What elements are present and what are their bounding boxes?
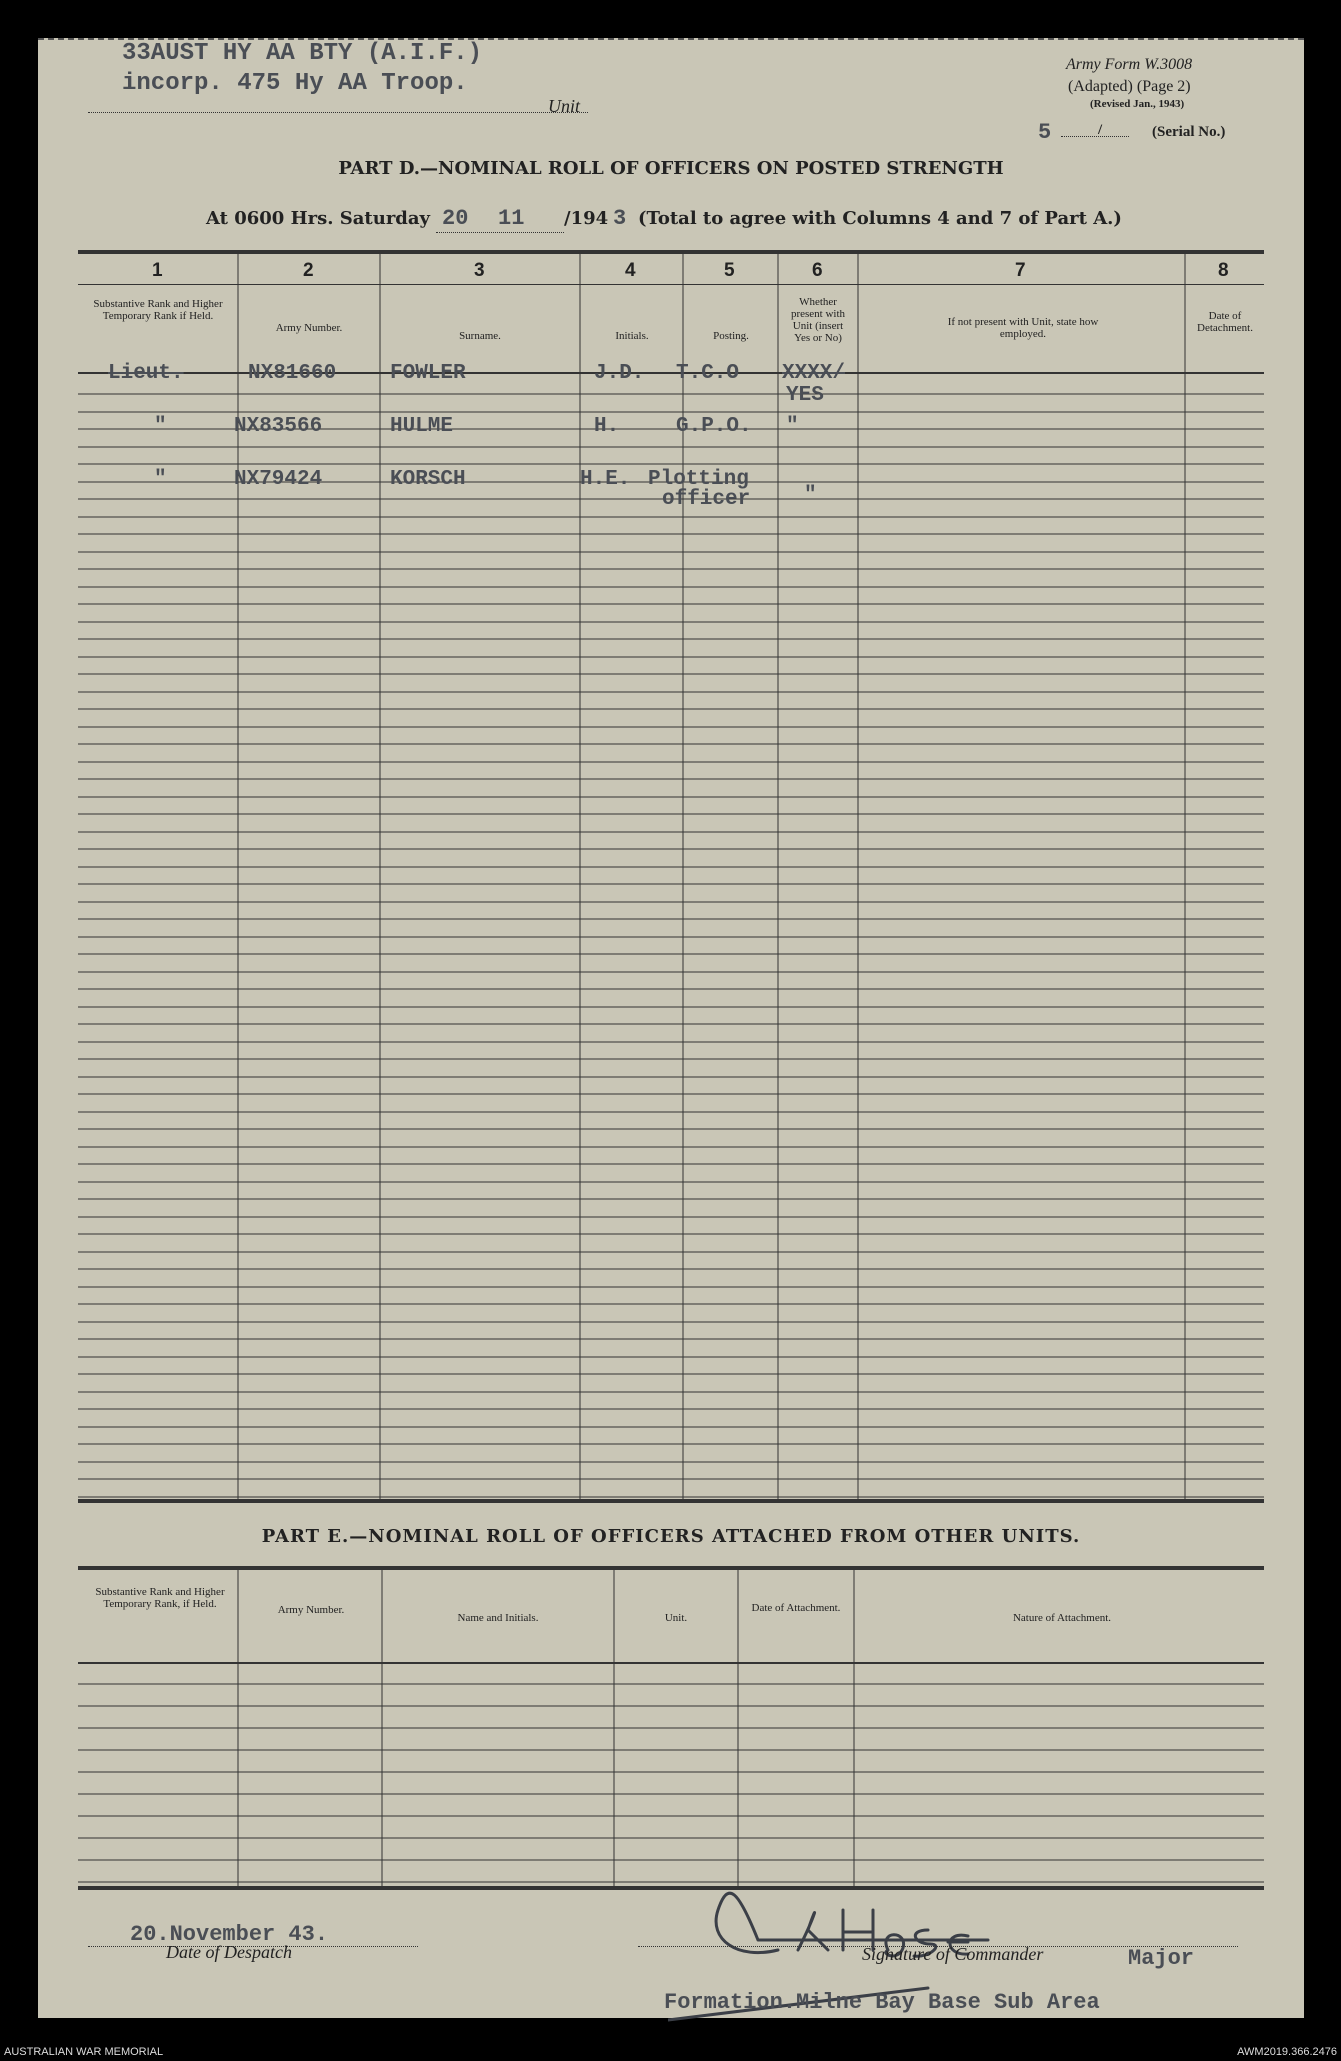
- e-col-header-name: Name and Initials.: [457, 1612, 539, 1624]
- e-col-header-rank: Substantive Rank and Higher Temporary Rank, if Held.: [95, 1586, 225, 1610]
- col-header-initials: Initials.: [615, 330, 649, 342]
- form-name: Army Form W.3008: [1066, 56, 1193, 73]
- row-1-surname: FOWLER: [390, 362, 466, 385]
- unit-label: Unit: [548, 96, 581, 116]
- signature-label: Signature of Commander: [862, 1944, 1044, 1964]
- date-year-digit: 3: [613, 206, 627, 231]
- form-revised: (Revised Jan., 1943): [1090, 98, 1185, 110]
- col-header-posting: Posting.: [713, 330, 749, 342]
- form-page: 33AUST HY AA BTY (A.I.F.) incorp. 475 Hy AA Troop. Unit Army Form W.3008 (Adapted) (Page 2) (Revised Jan., 1943) 5 / (Serial No.) PART D.—NOMINAL ROLL OF OFFICERS ON POSTED STRENGTH At 0600 Hrs. Saturday 20 11 /194 3 (Total to agree with Columns 4 and 7 of Part A.) 1 2 3 4 5 6 7 8 Substantive Rank and Higher Temporary Rank if Held. Army Number. Surname. Initials. Posting. Whether present with Unit (insert Yes or No) If not present with Unit, state how employed. Date of Detachment. Lieut. NX81660 FOWLER J.D. T.C.O XXXX/ YES " NX83566 HULME H. G.P.O. " " NX79424 KORSCH H.E. Plotting officer " PART E.—NOMINAL ROLL OF OFFICERS ATTACHED FROM OTHER UNITS. Substantive Rank and Higher Temporary Rank, if Held. Army Number. Name and Initials. Unit. Date of Attachment. Nature of Attachment. 20.November 43. Date of Despatch Signature of Commander Major Formation.Milne Bay Base Sub Area: [38, 38, 1304, 2018]
- row-1-present: YES: [786, 384, 824, 407]
- date-month: 11: [498, 206, 525, 231]
- e-col-header-army-number: Army Number.: [277, 1604, 345, 1616]
- e-col-header-nature: Nature of Attachment.: [1012, 1612, 1112, 1624]
- row-3-number: NX79424: [234, 468, 323, 491]
- row-2-posting: G.P.O.: [676, 415, 752, 438]
- unit-line-1: 33AUST HY AA BTY (A.I.F.): [122, 40, 483, 67]
- row-2-surname: HULME: [390, 415, 454, 438]
- col-header-rank: Substantive Rank and Higher Temporary Rank if Held.: [93, 298, 223, 322]
- commander-rank: Major: [1128, 1946, 1195, 1971]
- row-1-initials: J.D.: [594, 362, 645, 385]
- row-3-posting-line1: Plotting: [648, 468, 749, 491]
- despatch-date-value: 20.November 43.: [130, 1922, 329, 1947]
- form-adapted: (Adapted) (Page 2): [1068, 78, 1191, 95]
- date-note: (Total to agree with Columns 4 and 7 of Part A.): [638, 208, 1122, 229]
- date-day: 20: [442, 206, 469, 231]
- row-3-present: ": [804, 484, 817, 507]
- date-prefix: At 0600 Hrs. Saturday: [206, 208, 431, 229]
- row-3-initials: H.E.: [580, 468, 631, 491]
- row-3-surname: KORSCH: [390, 468, 466, 491]
- col-header-detachment: Date of Detachment.: [1197, 310, 1253, 334]
- row-2-number: NX83566: [234, 415, 323, 438]
- archive-credit: AUSTRALIAN WAR MEMORIAL: [4, 2046, 164, 2058]
- row-3-posting-line2: officer: [662, 488, 751, 511]
- part-d-title: PART D.—NOMINAL ROLL OF OFFICERS ON POSTED STRENGTH: [338, 158, 1004, 179]
- unit-line-2: incorp. 475 Hy AA Troop.: [122, 70, 468, 97]
- row-1-rank: Lieut.: [108, 362, 184, 385]
- row-1-posting: T.C.O: [676, 362, 740, 385]
- col-header-surname: Surname.: [459, 330, 501, 342]
- despatch-date-label: Date of Despatch: [166, 1942, 292, 1962]
- row-2-rank: ": [154, 415, 167, 438]
- col-header-present: Whether present with Unit (insert Yes or No): [790, 296, 846, 344]
- row-2-present: ": [786, 415, 799, 438]
- part-e-grid: [38, 40, 1304, 2018]
- row-1-number: NX81660: [248, 362, 337, 385]
- formation-value: Formation.Milne Bay Base Sub Area: [664, 1990, 1100, 2015]
- col-header-employed: If not present with Unit, state how employed.: [947, 316, 1099, 340]
- date-year-prefix: /194: [564, 208, 609, 229]
- row-2-initials: H.: [594, 415, 620, 438]
- serial-value: 5: [1038, 120, 1052, 145]
- archive-id: AWM2019.366.2476: [1237, 2046, 1337, 2058]
- row-1-present-struck: XXXX/: [782, 362, 846, 385]
- e-col-header-unit: Unit.: [664, 1612, 688, 1624]
- col-header-army-number: Army Number.: [275, 322, 343, 334]
- serial-label: (Serial No.): [1152, 124, 1226, 140]
- part-e-title: PART E.—NOMINAL ROLL OF OFFICERS ATTACHED FROM OTHER UNITS.: [261, 1526, 1081, 1547]
- e-col-header-date: Date of Attachment.: [751, 1602, 841, 1614]
- row-3-rank: ": [154, 468, 167, 491]
